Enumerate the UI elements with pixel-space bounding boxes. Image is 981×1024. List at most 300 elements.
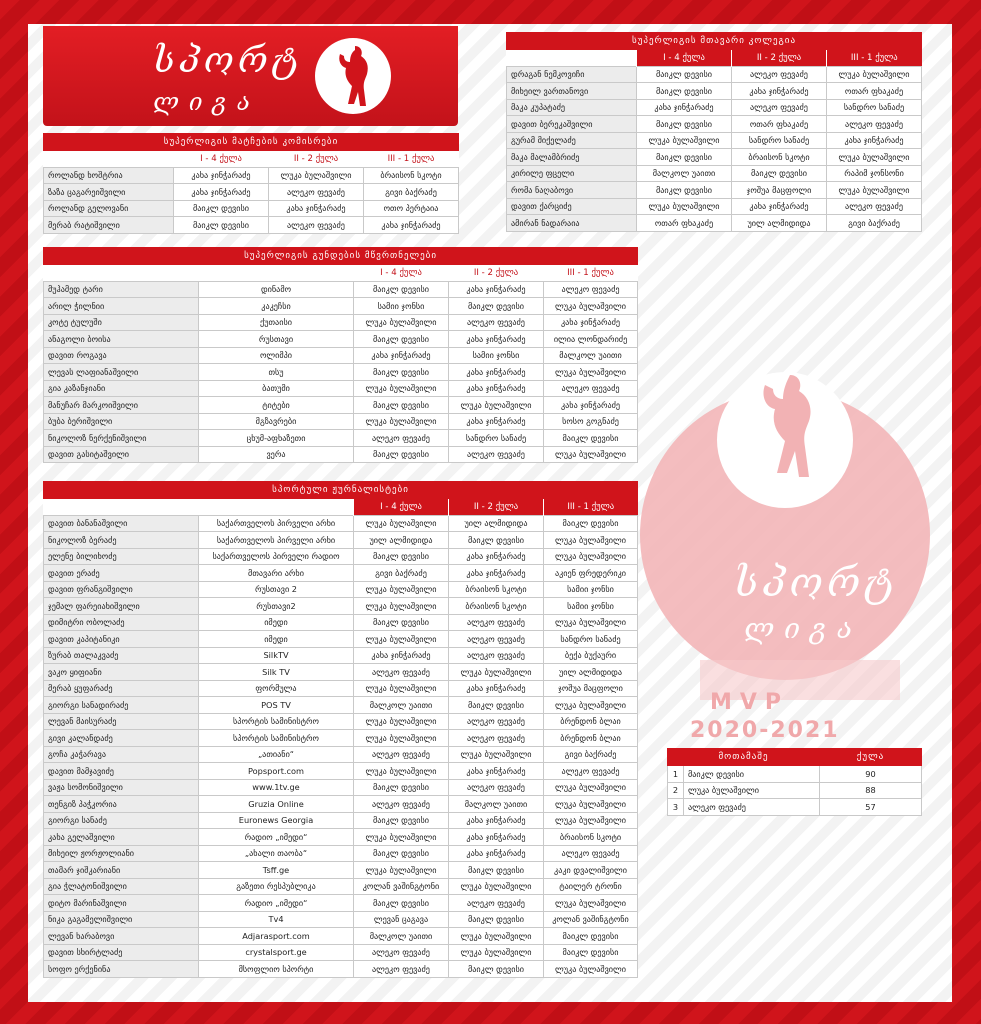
table-row	[668, 782, 922, 799]
row-value-cell: ქუთაისი	[199, 314, 354, 331]
team-coaches-table	[43, 247, 638, 463]
result-player: ლუკა ბულაშვილი	[684, 782, 820, 799]
commissioners-title: სუპერლიგის მატჩების კომისრები	[44, 134, 459, 151]
table-row	[44, 167, 459, 184]
row-value-cell: POS TV	[199, 697, 354, 714]
row-value-cell: სპორტის სამინისტრო	[199, 730, 354, 747]
result-rank: 1	[668, 766, 684, 783]
row-value-cell: ალეკო ფევაძე	[354, 430, 449, 447]
row-value-cell: ალეკო ფევაძე	[449, 895, 544, 912]
row-value-cell: მაიკლ დევისი	[732, 165, 827, 182]
row-value-cell: ვერა	[199, 446, 354, 463]
row-value-cell: მაიკლ დევისი	[354, 331, 449, 348]
row-value-cell: კახა ჯინჭარაძე	[732, 198, 827, 215]
row-name-cell: დავით სხირტლაძე	[44, 944, 199, 961]
row-name-cell: ანაგოლი ბოისა	[44, 331, 199, 348]
row-value-cell: რუსთავი2	[199, 598, 354, 615]
row-value-cell: კახა ჯინჭარაძე	[637, 99, 732, 116]
row-value-cell: კახა ჯინჭარაძე	[174, 167, 269, 184]
row-value-cell: სანდრო სანაძე	[449, 430, 544, 447]
row-value-cell: მაიკლ დევისი	[174, 217, 269, 234]
table-row	[44, 565, 638, 582]
row-value-cell: გივი ბაქრაძე	[827, 215, 922, 232]
row-value-cell: Tsff.ge	[199, 862, 354, 879]
table-row	[44, 515, 638, 532]
row-value-cell: ბრაისონ სკოტი	[449, 598, 544, 615]
table-row	[44, 397, 638, 414]
table-row	[44, 862, 638, 879]
row-name-cell: მაკა კუპატაძე	[507, 99, 637, 116]
table-row	[44, 314, 638, 331]
logo-sub-text: ლიგა	[153, 88, 261, 116]
row-value-cell: მაიკლ დევისი	[449, 298, 544, 315]
col-header-second: II - 2 ქულა	[449, 265, 544, 282]
row-value-cell: ალეკო ფევაძე	[269, 184, 364, 201]
row-name-cell: გივი კალანდაძე	[44, 730, 199, 747]
row-value-cell: კაკი დვალიშვილი	[544, 862, 638, 879]
table-row	[507, 66, 922, 83]
row-value-cell: ალეკო ფევაძე	[354, 746, 449, 763]
row-value-cell: მაიკლ დევისი	[544, 944, 638, 961]
row-value-cell: სპორტის სამინისტრო	[199, 713, 354, 730]
row-value-cell: ლუკა ბულაშვილი	[449, 664, 544, 681]
row-value-cell: ლუკა ბულაშვილი	[544, 532, 638, 549]
row-value-cell: მაიკლ დევისი	[637, 149, 732, 166]
row-name-cell: კოტე ტულუში	[44, 314, 199, 331]
row-value-cell: უილ ალმიდიდა	[544, 664, 638, 681]
row-value-cell: ჯოშუა მაცფოლი	[544, 680, 638, 697]
result-player: ალეკო ფევაძე	[684, 799, 820, 816]
row-value-cell: კახა ჯინჭარაძე	[827, 132, 922, 149]
row-name-cell: გოჩა კაჭარავა	[44, 746, 199, 763]
row-value-cell: ლუკა ბულაშვილი	[544, 779, 638, 796]
commissioners-table	[43, 133, 459, 234]
table-row	[44, 331, 638, 348]
row-name-cell: დავით ერაძე	[44, 565, 199, 582]
row-value-cell: ალეკო ფევაძე	[544, 845, 638, 862]
row-value-cell: ოთო პერტაია	[364, 200, 459, 217]
table-row	[44, 380, 638, 397]
row-value-cell: მაიკლ დევისი	[354, 845, 449, 862]
row-value-cell: ლუკა ბულაშვილი	[269, 167, 364, 184]
row-value-cell: ალეკო ფევაძე	[269, 217, 364, 234]
table-row	[44, 446, 638, 463]
row-value-cell: ალეკო ფევაძე	[449, 647, 544, 664]
row-value-cell: სოსო გოგნაძე	[544, 413, 638, 430]
row-value-cell: ლუკა ბულაშვილი	[544, 812, 638, 829]
row-value-cell: მალკოლ უაითი	[544, 347, 638, 364]
team-coaches-title: სუპერლიგის გუნდების მწვრთნელები	[44, 248, 638, 265]
row-value-cell: „ათიანი“	[199, 746, 354, 763]
row-value-cell: ლუკა ბულაშვილი	[544, 548, 638, 565]
row-value-cell: ოთარ ფხაკაძე	[732, 116, 827, 133]
row-name-cell: მაკა მალამბრიძე	[507, 149, 637, 166]
row-value-cell: უილ ალმიდიდა	[732, 215, 827, 232]
table-row	[507, 165, 922, 182]
row-value-cell: მაიკლ დევისი	[449, 911, 544, 928]
row-value-cell: კოლან ვაშინგტონი	[544, 911, 638, 928]
col-header-second: II - 2 ქულა	[449, 499, 544, 516]
row-name-cell: ნიკოლოზ ნერქენიშვილი	[44, 430, 199, 447]
mvp-logo-main-text: სპორტ	[734, 560, 899, 606]
row-value-cell: მაიკლ დევისი	[637, 182, 732, 199]
row-value-cell: ოთარ ფხაკაძე	[827, 83, 922, 100]
row-name-cell: ნიკა გაგამელიშვილი	[44, 911, 199, 928]
row-value-cell: Tv4	[199, 911, 354, 928]
row-value-cell: ალეკო ფევაძე	[449, 779, 544, 796]
row-name-cell: არილ ჭილნიი	[44, 298, 199, 315]
row-value-cell: კახა ჯინჭარაძე	[544, 397, 638, 414]
row-value-cell: კაკეჩსი	[199, 298, 354, 315]
row-name-cell: როლანდ ხოშტრია	[44, 167, 174, 184]
results-points-header: ქულა	[820, 749, 922, 766]
row-value-cell: ლუკა ბულაშვილი	[827, 66, 922, 83]
row-value-cell: მაიკლ დევისი	[637, 66, 732, 83]
table-row	[507, 83, 922, 100]
row-value-cell: ლუკა ბულაშვილი	[354, 862, 449, 879]
row-value-cell: ბრაისონ სკოტი	[364, 167, 459, 184]
row-value-cell: კახა ჯინჭარაძე	[449, 680, 544, 697]
col-header-first: I - 4 ქულა	[354, 499, 449, 516]
row-name-cell: ლევან ხარაბოვი	[44, 928, 199, 945]
row-value-cell: კახა ჯინჭარაძე	[544, 314, 638, 331]
table-row	[44, 200, 459, 217]
table-row	[44, 217, 459, 234]
row-value-cell: მაიკლ დევისი	[544, 928, 638, 945]
row-value-cell: ტაილერ ტრონი	[544, 878, 638, 895]
col-header-third: III - 1 ქულა	[544, 265, 638, 282]
row-value-cell: Gruzia Online	[199, 796, 354, 813]
row-value-cell: ალეკო ფევაძე	[354, 944, 449, 961]
row-value-cell: ალეკო ფევაძე	[827, 198, 922, 215]
row-value-cell: ლევან ცაგავა	[354, 911, 449, 928]
table-row	[44, 961, 638, 978]
row-value-cell: ალეკო ფევაძე	[449, 631, 544, 648]
table-row	[44, 347, 638, 364]
row-value-cell: კახა ჯინჭარაძე	[732, 83, 827, 100]
row-value-cell: ლუკა ბულაშვილი	[827, 182, 922, 199]
row-value-cell: რადიო „იმედი“	[199, 895, 354, 912]
table-row	[507, 198, 922, 215]
row-value-cell: ალეკო ფევაძე	[449, 446, 544, 463]
row-value-cell: მაიკლ დევისი	[354, 812, 449, 829]
row-value-cell: რუსთავი 2	[199, 581, 354, 598]
table-row	[507, 182, 922, 199]
table-row	[44, 364, 638, 381]
row-value-cell: „ახალი თაობა“	[199, 845, 354, 862]
row-name-cell: დავით ბანანაშვილი	[44, 515, 199, 532]
col-header-third: III - 1 ქულა	[827, 50, 922, 67]
col-header-first: I - 4 ქულა	[174, 151, 269, 168]
row-value-cell: მსოფლიო სპორტი	[199, 961, 354, 978]
row-value-cell: ტიტები	[199, 397, 354, 414]
mvp-year: 2020-2021	[690, 718, 840, 743]
row-name-cell: კირილე ფცელი	[507, 165, 637, 182]
table-row	[44, 697, 638, 714]
row-name-cell: დრაგან ნემკოვიჩი	[507, 66, 637, 83]
row-value-cell: კახა ჯინჭარაძე	[449, 331, 544, 348]
row-value-cell: ლუკა ბულაშვილი	[544, 298, 638, 315]
row-value-cell: ლუკა ბულაშვილი	[544, 614, 638, 631]
mvp-results-table	[667, 748, 922, 816]
table-row	[44, 779, 638, 796]
row-value-cell: სანდრო სანაძე	[732, 132, 827, 149]
row-value-cell: ბრენდონ ბლაი	[544, 730, 638, 747]
table-row	[44, 548, 638, 565]
row-name-cell: ზურაბ თალაკვაძე	[44, 647, 199, 664]
row-value-cell: სამიი ჯონსი	[544, 581, 638, 598]
table-row	[44, 829, 638, 846]
table-row	[44, 746, 638, 763]
row-value-cell: ბრენდონ ბლაი	[544, 713, 638, 730]
row-value-cell: მაიკლ დევისი	[354, 895, 449, 912]
row-value-cell: ილია ლონდარიძე	[544, 331, 638, 348]
row-value-cell: კახა ჯინჭარაძე	[364, 217, 459, 234]
row-value-cell: კოლან ვაშინგტონი	[354, 878, 449, 895]
row-value-cell: ლუკა ბულაშვილი	[354, 730, 449, 747]
table-row	[44, 812, 638, 829]
col-header-first: I - 4 ქულა	[354, 265, 449, 282]
row-name-cell: ჯემალ ფარეიახიშვილი	[44, 598, 199, 615]
row-value-cell: სანდრო სანაძე	[544, 631, 638, 648]
table-row	[668, 766, 922, 783]
row-name-cell: ნიკოლოზ ბერაძე	[44, 532, 199, 549]
row-value-cell: ალეკო ფევაძე	[732, 66, 827, 83]
row-value-cell: კახა ჯინჭარაძე	[449, 413, 544, 430]
row-value-cell: სამიი ჯონსი	[354, 298, 449, 315]
row-value-cell: მაიკლ დევისი	[354, 548, 449, 565]
row-name-cell: დავით გასიტაშვილი	[44, 446, 199, 463]
row-value-cell: ალეკო ფევაძე	[449, 730, 544, 747]
logo-banner	[43, 26, 458, 126]
row-value-cell: მალკოლ უაითი	[637, 165, 732, 182]
row-name-cell: მერაბ ყუფარაძე	[44, 680, 199, 697]
row-value-cell: ალეკო ფევაძე	[544, 763, 638, 780]
row-value-cell: კახა ჯინჭარაძე	[449, 812, 544, 829]
row-value-cell: კახა ჯინჭარაძე	[449, 548, 544, 565]
row-value-cell: სამიი ჯონსი	[544, 598, 638, 615]
row-name-cell: დიტო მარინაშვილი	[44, 895, 199, 912]
table-row	[44, 845, 638, 862]
row-name-cell: ლევას ლაფიანაშვილი	[44, 364, 199, 381]
row-value-cell: საქართველოს პირველი რადიო	[199, 548, 354, 565]
row-name-cell: გიორგი სანადირაძე	[44, 697, 199, 714]
row-value-cell: ლუკა ბულაშვილი	[354, 314, 449, 331]
row-value-cell: კახა ჯინჭარაძე	[449, 364, 544, 381]
row-value-cell: ლუკა ბულაშვილი	[354, 763, 449, 780]
row-value-cell: მაიკლ დევისი	[354, 397, 449, 414]
col-header-third: III - 1 ქულა	[364, 151, 459, 168]
result-points: 57	[820, 799, 922, 816]
row-value-cell: ბრაისონ სკოტი	[449, 581, 544, 598]
table-row	[44, 911, 638, 928]
row-value-cell: ბათუმი	[199, 380, 354, 397]
row-value-cell: ალეკო ფევაძე	[449, 614, 544, 631]
row-value-cell: ლუკა ბულაშვილი	[354, 631, 449, 648]
row-value-cell: გაზეთი რესპუბლიკა	[199, 878, 354, 895]
row-value-cell: მალკოლ უაითი	[354, 928, 449, 945]
row-value-cell: მალკოლ უაითი	[449, 796, 544, 813]
row-name-cell: დავით როგავა	[44, 347, 199, 364]
row-value-cell: აკიენ ფრედერიკი	[544, 565, 638, 582]
mvp-trophy-art	[640, 330, 940, 750]
row-value-cell: Popsport.com	[199, 763, 354, 780]
row-value-cell: ალეკო ფევაძე	[827, 116, 922, 133]
col-header-second: II - 2 ქულა	[269, 151, 364, 168]
table-row	[44, 298, 638, 315]
row-value-cell: მაიკლ დევისი	[354, 779, 449, 796]
row-name-cell: გია კაზანჯიანი	[44, 380, 199, 397]
row-value-cell: ლუკა ბულაშვილი	[449, 928, 544, 945]
row-value-cell: ლუკა ბულაშვილი	[354, 581, 449, 598]
row-value-cell: Euronews Georgia	[199, 812, 354, 829]
row-value-cell: ალეკო ფევაძე	[544, 281, 638, 298]
row-value-cell: საქართველოს პირველი არხი	[199, 532, 354, 549]
row-name-cell: ელენე ბილიხოძე	[44, 548, 199, 565]
row-value-cell: ლუკა ბულაშვილი	[449, 746, 544, 763]
row-value-cell: მაიკლ დევისი	[544, 515, 638, 532]
row-value-cell: crystalsport.ge	[199, 944, 354, 961]
row-value-cell: ალეკო ფევაძე	[449, 713, 544, 730]
row-value-cell: მაიკლ დევისი	[354, 446, 449, 463]
table-row	[44, 928, 638, 945]
mvp-logo-sub-text: ლიგა	[744, 612, 863, 645]
row-value-cell: მაიკლ დევისი	[354, 364, 449, 381]
row-value-cell: მაიკლ დევისი	[637, 116, 732, 133]
table-row	[44, 713, 638, 730]
row-name-cell: ამირან ნადარაია	[507, 215, 637, 232]
row-value-cell: ლუკა ბულაშვილი	[544, 364, 638, 381]
row-value-cell: ცხუმ-აფხაზეთი	[199, 430, 354, 447]
logo-main-text: სპორტ	[153, 40, 304, 81]
row-name-cell: გურამ მიქელაძე	[507, 132, 637, 149]
row-value-cell: მაიკლ დევისი	[544, 430, 638, 447]
table-row	[44, 647, 638, 664]
row-value-cell: ლუკა ბულაშვილი	[544, 895, 638, 912]
row-value-cell: Silk TV	[199, 664, 354, 681]
row-value-cell: ბრაისონ სკოტი	[732, 149, 827, 166]
row-name-cell: ზაზა ცაგარეიშვილი	[44, 184, 174, 201]
row-name-cell: დავით ქარციძე	[507, 198, 637, 215]
col-header-second: II - 2 ქულა	[732, 50, 827, 67]
row-value-cell: ოლიმპი	[199, 347, 354, 364]
row-name-cell: მიხეილ ვართანოვი	[507, 83, 637, 100]
table-row	[44, 631, 638, 648]
row-name-cell: სოფო ერქენინა	[44, 961, 199, 978]
row-value-cell: ბექა ბუქაური	[544, 647, 638, 664]
row-value-cell: ალეკო ფევაძე	[354, 796, 449, 813]
row-value-cell: ალეკო ფევაძე	[449, 314, 544, 331]
row-value-cell: ალეკო ფევაძე	[544, 380, 638, 397]
row-name-cell: დავით ფრანგიშვილი	[44, 581, 199, 598]
row-value-cell: კახა ჯინჭარაძე	[449, 565, 544, 582]
row-value-cell: ლუკა ბულაშვილი	[637, 198, 732, 215]
table-row	[44, 664, 638, 681]
row-value-cell: კახა ჯინჭარაძე	[449, 763, 544, 780]
result-points: 88	[820, 782, 922, 799]
row-value-cell: მაიკლ დევისი	[354, 614, 449, 631]
row-value-cell: ლუკა ბულაშვილი	[354, 598, 449, 615]
col-header-first: I - 4 ქულა	[637, 50, 732, 67]
row-value-cell: მგზავრები	[199, 413, 354, 430]
row-name-cell: დავით კაპიტანიკი	[44, 631, 199, 648]
row-name-cell: ვაჟა სომონიშვილი	[44, 779, 199, 796]
row-value-cell: მაიკლ დევისი	[354, 281, 449, 298]
table-row	[507, 149, 922, 166]
table-row	[668, 799, 922, 816]
row-value-cell: ალეკო ფევაძე	[354, 664, 449, 681]
row-value-cell: მაიკლ დევისი	[449, 532, 544, 549]
table-row	[44, 895, 638, 912]
row-value-cell: ლუკა ბულაშვილი	[544, 697, 638, 714]
row-name-cell: ვაკო ყიფიანი	[44, 664, 199, 681]
row-value-cell: ლუკა ბულაშვილი	[354, 515, 449, 532]
row-value-cell: გივი ბაქრაძე	[364, 184, 459, 201]
row-value-cell: მაიკლ დევისი	[174, 200, 269, 217]
row-value-cell: მთავარი არხი	[199, 565, 354, 582]
row-value-cell: ლუკა ბულაშვილი	[449, 878, 544, 895]
player-silhouette-icon	[315, 38, 391, 114]
row-name-cell: გიორგი სანაძე	[44, 812, 199, 829]
row-value-cell: კახა ჯინჭარაძე	[449, 380, 544, 397]
row-value-cell: თსუ	[199, 364, 354, 381]
col-header-third: III - 1 ქულა	[544, 499, 638, 516]
row-name-cell: როლანდ გელოვანი	[44, 200, 174, 217]
row-value-cell: სამიი ჯონსი	[449, 347, 544, 364]
row-name-cell: თენგიზ პაჭკორია	[44, 796, 199, 813]
row-value-cell: უილ ალმიდიდა	[354, 532, 449, 549]
mvp-title: MVP	[710, 690, 790, 715]
journalists-table	[43, 481, 638, 978]
row-name-cell: ლევან მაისურაძე	[44, 713, 199, 730]
row-name-cell: მიხეილ ჟორჟოლიანი	[44, 845, 199, 862]
table-row	[44, 796, 638, 813]
table-row	[44, 581, 638, 598]
row-value-cell: მაიკლ დევისი	[449, 862, 544, 879]
results-player-header: მოთამაშე	[668, 749, 820, 766]
row-value-cell: ლუკა ბულაშვილი	[637, 132, 732, 149]
row-value-cell: მაიკლ დევისი	[449, 697, 544, 714]
row-value-cell: უილ ალმიდიდა	[449, 515, 544, 532]
row-value-cell: კახა ჯინჭარაძე	[354, 347, 449, 364]
row-value-cell: ლუკა ბულაშვილი	[449, 397, 544, 414]
row-value-cell: დინამო	[199, 281, 354, 298]
table-row	[44, 763, 638, 780]
row-value-cell: ოთარ ფხაკაძე	[637, 215, 732, 232]
result-player: მაიკლ დევისი	[684, 766, 820, 783]
result-rank: 2	[668, 782, 684, 799]
row-value-cell: ლუკა ბულაშვილი	[449, 944, 544, 961]
row-value-cell: ლუკა ბულაშვილი	[354, 713, 449, 730]
row-value-cell: ლუკა ბულაშვილი	[827, 149, 922, 166]
table-row	[507, 215, 922, 232]
row-value-cell: Adjarasport.com	[199, 928, 354, 945]
row-value-cell: იმედი	[199, 614, 354, 631]
row-value-cell: ალეკო ფევაძე	[354, 961, 449, 978]
row-value-cell: ლუკა ბულაშვილი	[544, 796, 638, 813]
result-points: 90	[820, 766, 922, 783]
row-value-cell: ლუკა ბულაშვილი	[544, 446, 638, 463]
row-value-cell: კახა ჯინჭარაძე	[449, 845, 544, 862]
row-name-cell: დავით ბერეკაშვილი	[507, 116, 637, 133]
row-value-cell: ლუკა ბულაშვილი	[544, 961, 638, 978]
table-row	[44, 878, 638, 895]
row-value-cell: კახა ჯინჭარაძე	[449, 281, 544, 298]
row-name-cell: დავით მამჯავიძე	[44, 763, 199, 780]
row-value-cell: ლუკა ბულაშვილი	[354, 829, 449, 846]
row-value-cell: კახა ჯინჭარაძე	[269, 200, 364, 217]
journalists-title: სპორტული ჟურნალისტები	[44, 482, 638, 499]
